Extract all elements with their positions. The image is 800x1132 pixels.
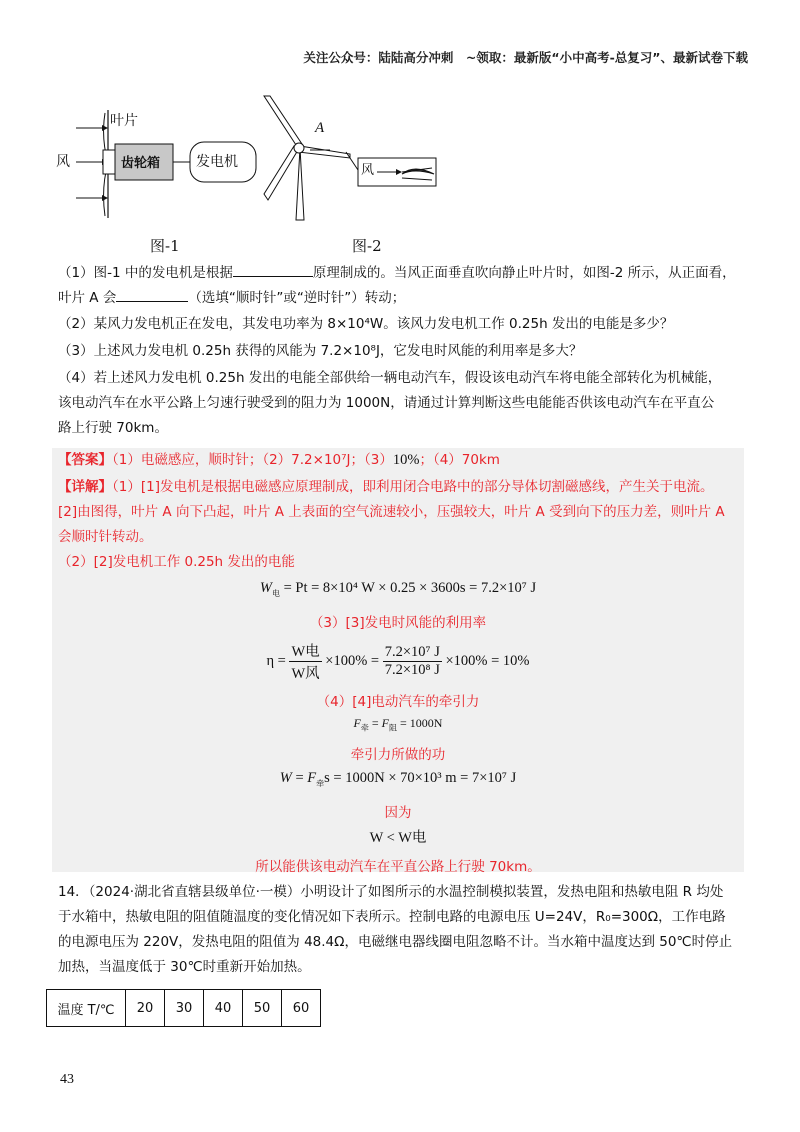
table-cell: 60 bbox=[282, 990, 321, 1027]
equation-1: $W_电 = Pt = 8\times 10^4$ W × 0.25 × 3600s = 7.2×10⁷ J bbox=[259, 580, 537, 598]
table-row bbox=[47, 990, 321, 1027]
page-number: 43 bbox=[60, 1072, 74, 1087]
tower-shape bbox=[296, 148, 304, 220]
table-cell: 20 bbox=[126, 990, 165, 1027]
figure-1-caption: 图-1 bbox=[150, 237, 180, 255]
answer-line: 【答案】（1）电磁感应，顺时针；（2）7.2×10⁷J；（3）10%；（4）70km bbox=[58, 452, 500, 468]
question-3: （3）上述风力发电机 0.25h 获得的风能为 7.2×10⁸J，它发电时风能的利用率是多大？ bbox=[58, 343, 583, 359]
temperature-table bbox=[46, 989, 321, 1027]
detail-step-3: （3）[3]发电时风能的利用率 bbox=[309, 615, 487, 631]
detail-step-4: （4）[4]电动汽车的牵引力 bbox=[316, 694, 480, 710]
label-gearbox: 齿轮箱 bbox=[121, 156, 161, 171]
detail-paragraph: 【详解】（1）[1]发电机是根据电磁感应原理制成，即利用闭合电路中的部分导体切割磁感线，产生关于电流。 [2]由图得，叶片 A 向下凸起，叶片 A 上表面的空气流速较小，压强较大，叶片 A 受到向下的压力差，则叶片 A 会顺时针转动。 （2）[2]发电机工作 0.25h 发出的电能 bbox=[58, 479, 725, 570]
detail-work: 牵引力所做的功 bbox=[350, 747, 446, 763]
table-header-cell: 温度 T/℃ bbox=[47, 990, 126, 1027]
label-blade: 叶片 bbox=[110, 113, 138, 129]
page-header: 关注公众号：陆陆高分冲刺 ~领取：最新版“小中高考-总复习”、最新试卷下载 bbox=[303, 50, 748, 65]
equation-2: η = $\frac{\text{W电}}{\text{W风}}$ ×100% = $\frac{\text{7.2×10⁷ J}}{\text{7.2×10⁸ J}}$ ×100% = 10% bbox=[52, 640, 744, 683]
question-14: 14．（2024·湖北省直辖县级单位·一模）小明设计了如图所示的水温控制模拟装置，发热电阻和热敏电阻 R 均处 于水箱中，热敏电阻的阻值随温度的变化情况如下表所示。控制电路的电源电压 U=24V，R₀=300Ω，工作电路 的电源电压为 220V，发热电阻的阻值为 48.4Ω，电磁继电器线圈电阻忽略不计。当水箱中温度达到 50℃时停止 加热，当温度低于 30℃时重新开始加热。 bbox=[58, 884, 733, 975]
table-cell: 40 bbox=[204, 990, 243, 1027]
label-a: A bbox=[315, 120, 325, 136]
label-generator: 发电机 bbox=[196, 154, 238, 170]
label-wind-2: 风 bbox=[361, 163, 375, 178]
equation-4: $W = F_牵s = 1000N \times 70\times 10^3$ m = 7×10⁷ J bbox=[279, 770, 517, 788]
figure-2-caption: 图-2 bbox=[352, 237, 382, 255]
equation-5: W < W电 bbox=[369, 830, 427, 846]
detail-conclusion: 所以能供该电动汽车在平直公路上行驶 70km。 bbox=[255, 859, 541, 875]
question-2: （2）某风力发电机正在发电，其发电功率为 8×10⁴W。该风力发电机工作 0.25h 发出的电能是多少？ bbox=[58, 316, 674, 332]
label-wind: 风 bbox=[56, 154, 70, 170]
question-1: （1）图-1 中的发电机是根据 原理制成的。当风正面垂直吹向静止叶片时，如图-2 所示，从正面看， 叶片 A 会 （选填“顺时针”或“逆时针”）转动； bbox=[58, 265, 736, 306]
table-cell: 50 bbox=[243, 990, 282, 1027]
equation-3: $F_牵 = F_阻 = 1000N$ bbox=[353, 716, 443, 733]
figure-2-diagram bbox=[262, 94, 442, 224]
detail-because: 因为 bbox=[384, 805, 412, 821]
table-cell: 30 bbox=[165, 990, 204, 1027]
question-4: （4）若上述风力发电机 0.25h 发出的电能全部供给一辆电动汽车，假设该电动汽车将电能全部转化为机械能， 该电动汽车在水平公路上匀速行驶受到的阻力为 1000N，请通过计算判断这些电能能否供该电动汽车在平直公 路上行驶 70km。 bbox=[58, 370, 722, 436]
